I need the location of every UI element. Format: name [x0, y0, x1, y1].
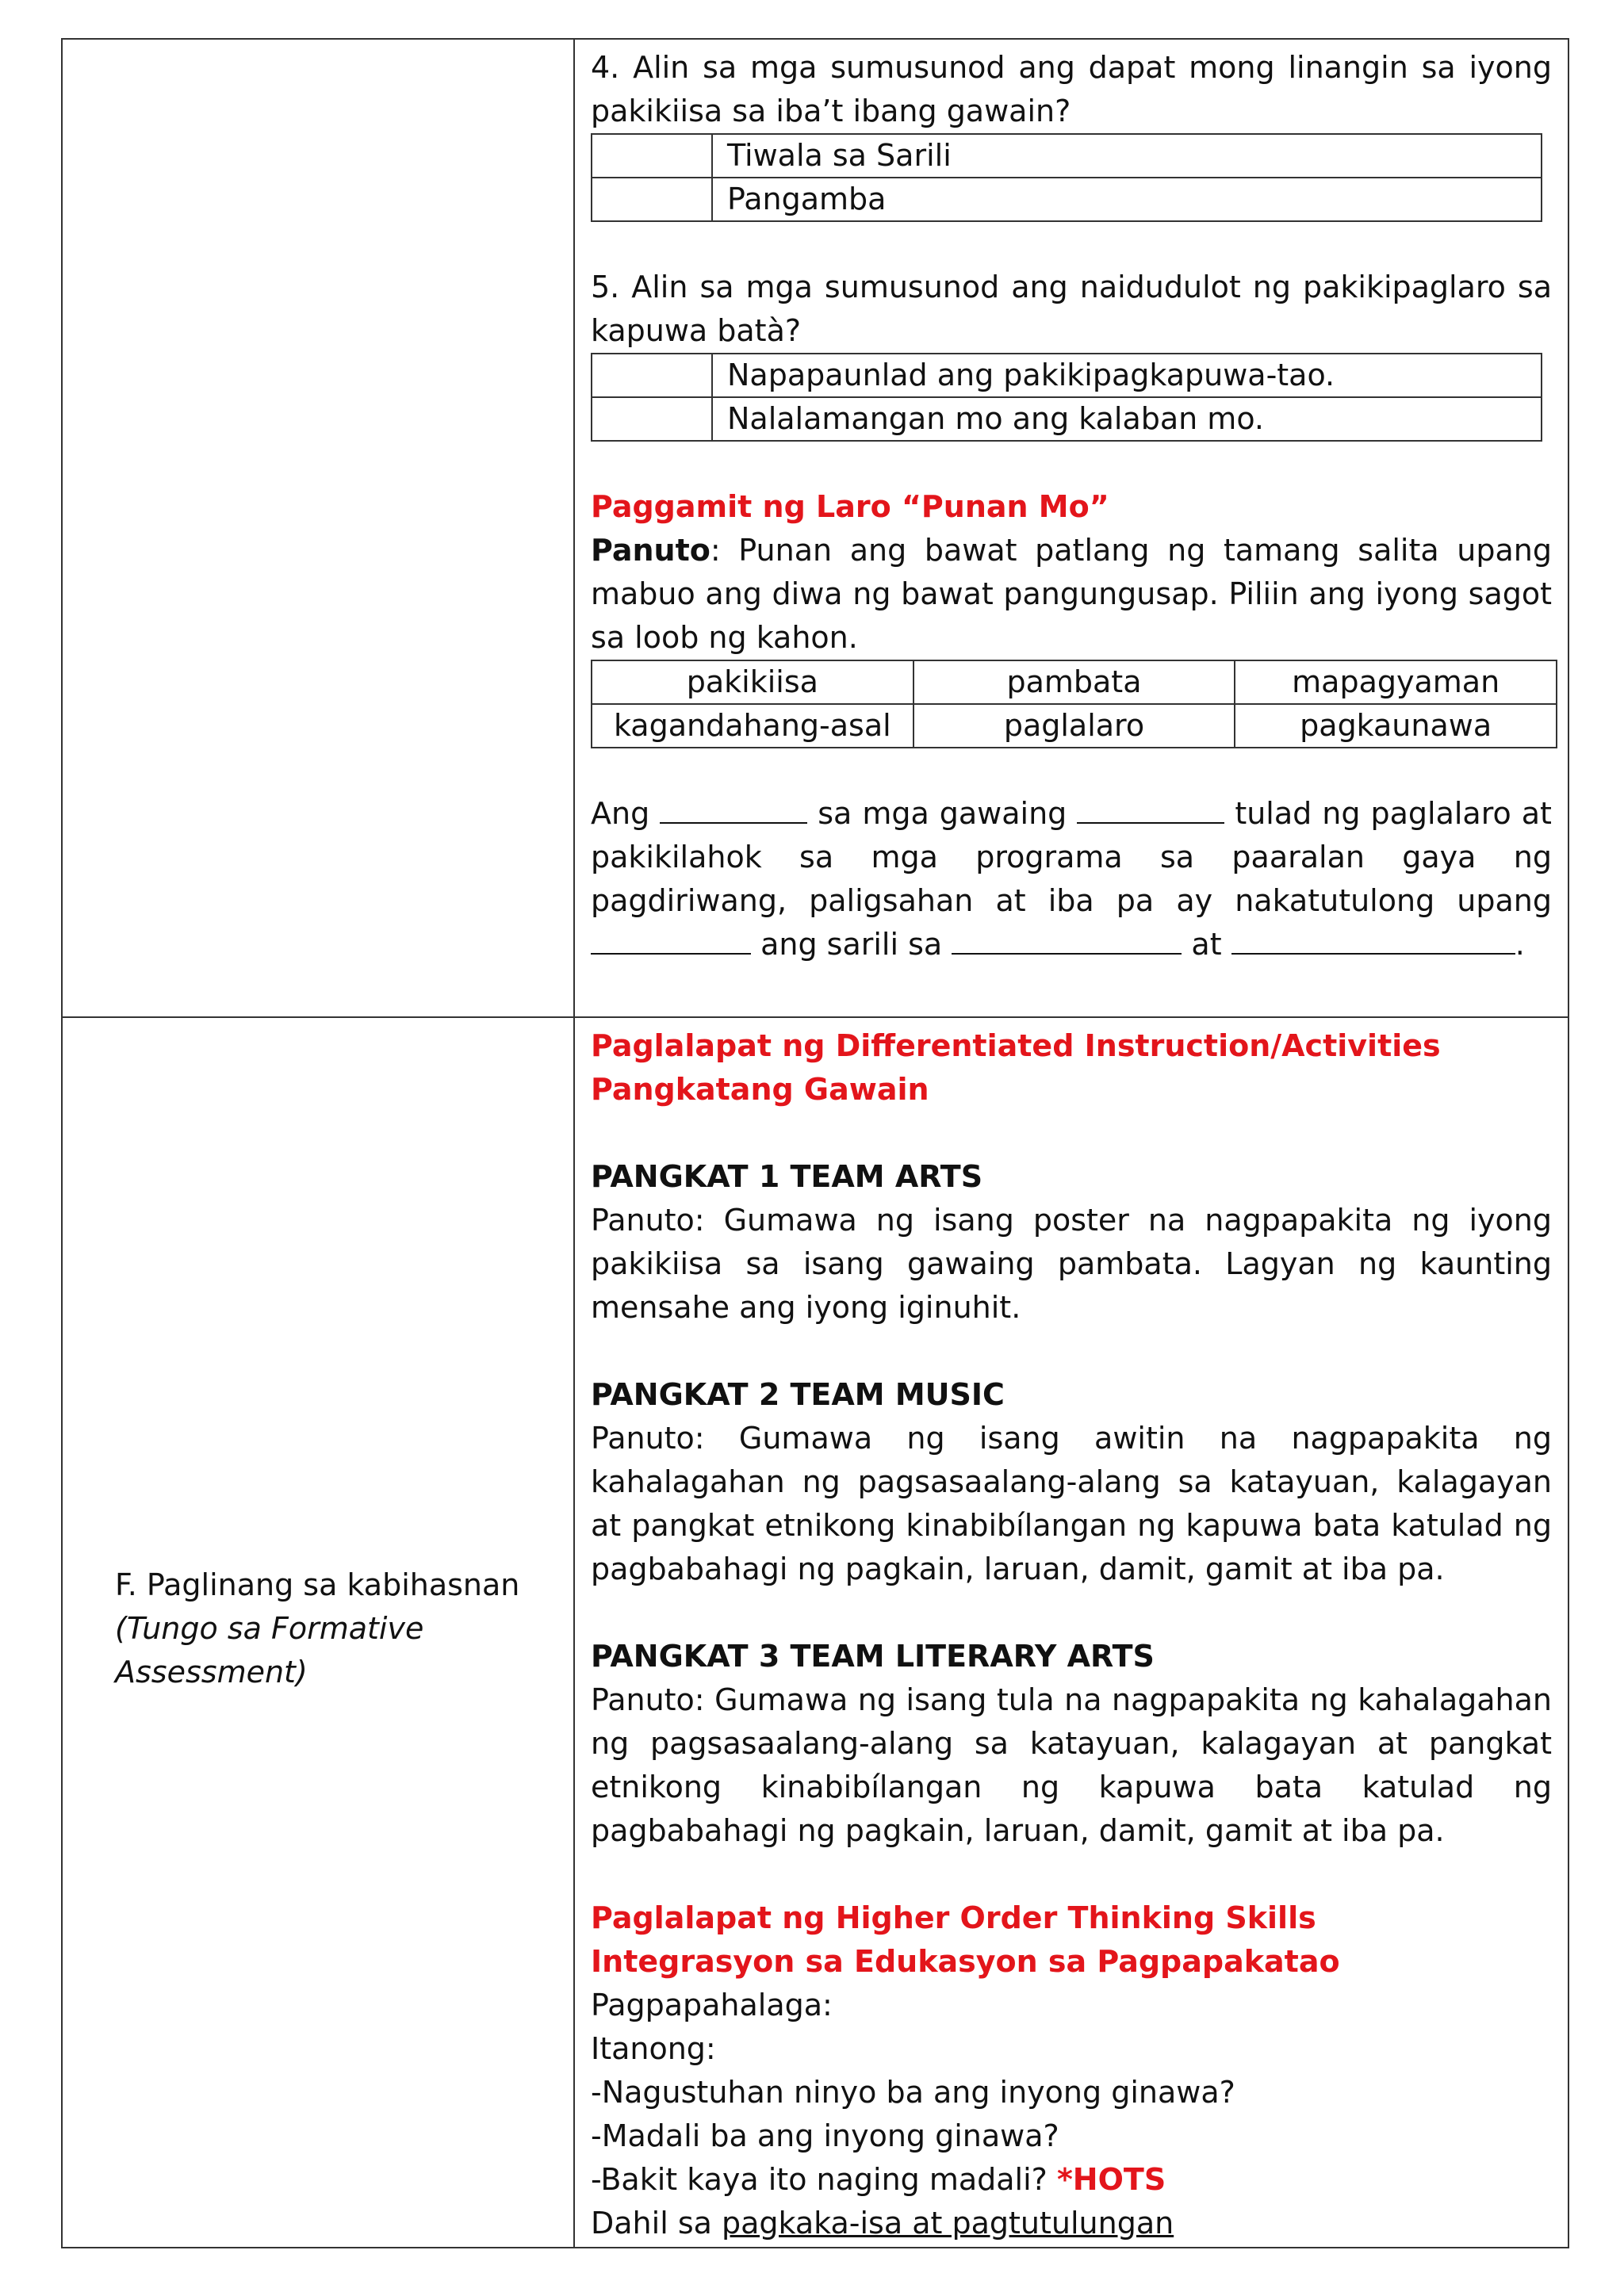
- blank-4[interactable]: [952, 926, 1182, 955]
- word-cell: kagandahang-asal: [592, 704, 914, 748]
- options-table-q4: [591, 133, 1542, 222]
- right-cell-activities: [574, 1017, 1568, 2248]
- word-cell: pambata: [914, 660, 1235, 704]
- game-instruction: [591, 529, 1552, 660]
- fill-in-sentence: [591, 792, 1552, 966]
- answer-box[interactable]: [592, 397, 712, 441]
- sentence-part: tulad ng paglalaro at pakikilahok sa mga programa sa paaralan gaya ng pagdiriwang, paligsahan at iba pa ay nakatutulong upang: [591, 796, 1552, 918]
- group-2-title: PANGKAT 2 TEAM MUSIC: [591, 1377, 1005, 1412]
- hots-question-1: -Nagustuhan ninyo ba ang inyong ginawa?: [591, 2075, 1235, 2110]
- di-heading: Paglalapat ng Differentiated Instruction/Activities: [591, 1028, 1441, 1063]
- option-label: Tiwala sa Sarili: [712, 134, 1542, 178]
- blank-3[interactable]: [591, 926, 751, 955]
- question-5: 5. Alin sa mga sumusunod ang naidudulot ng pakikipaglaro sa kapuwa batà?: [591, 270, 1552, 348]
- hots-question-3: [591, 2158, 1552, 2202]
- option-label: Pangamba: [712, 178, 1542, 221]
- option-row: [592, 178, 1542, 221]
- panuto-label: Panuto: [591, 533, 710, 568]
- option-row: [592, 397, 1542, 441]
- game-heading: Paggamit ng Laro “Punan Mo”: [591, 489, 1109, 524]
- hots-question-3-text: -Bakit kaya ito naging madali?: [591, 2162, 1057, 2197]
- right-cell-assessment: [574, 39, 1568, 1017]
- hots-tag: *HOTS: [1056, 2162, 1166, 2197]
- word-bank-table: [591, 660, 1557, 748]
- answer-box[interactable]: [592, 178, 712, 221]
- group-1-title: PANGKAT 1 TEAM ARTS: [591, 1159, 983, 1194]
- sentence-part: ang sarili sa: [760, 927, 943, 962]
- di-subheading: Pangkatang Gawain: [591, 1072, 929, 1107]
- question-4: 4. Alin sa mga sumusunod ang dapat mong linangin sa iyong pakikiisa sa iba’t ibang gawain?: [591, 50, 1552, 128]
- panuto-text: : Punan ang bawat patlang ng tamang salita upang mabuo ang diwa ng bawat pangungusap. Piliin ang iyong sagot sa loob ng kahon.: [591, 533, 1552, 655]
- hots-subheading: Integrasyon sa Edukasyon sa Pagpapakatao: [591, 1944, 1340, 1979]
- group-2-text: Panuto: Gumawa ng isang awitin na nagpapakita ng kahalagahan ng pagsasaalang-alang sa katayuan, kalagayan at pangkat etnikong kinabibílangan ng kapuwa bata katulad ng pagbabahagi ng pagkain, laruan, damit, gamit at iba pa.: [591, 1421, 1552, 1586]
- hots-heading: Paglalapat ng Higher Order Thinking Skills: [591, 1900, 1316, 1935]
- word-row: [592, 704, 1557, 748]
- option-label: Nalalamangan mo ang kalaban mo.: [712, 397, 1542, 441]
- left-cell-empty: [62, 39, 574, 1017]
- group-1-text: Panuto: Gumawa ng isang poster na nagpapakita ng iyong pakikiisa sa isang gawaing pambata. Lagyan ng kaunting mensahe ang iyong iginuhit.: [591, 1203, 1552, 1325]
- option-row: [592, 354, 1542, 397]
- answer-underlined: pagkaka-isa at pagtutulungan: [722, 2206, 1174, 2241]
- left-cell-section-f: [62, 1017, 574, 2248]
- lesson-plan-table: [61, 38, 1569, 2248]
- section-f-label: [115, 1563, 519, 1694]
- option-row: [592, 134, 1542, 178]
- pagpapahalaga-label: Pagpapahalaga:: [591, 1988, 833, 2022]
- word-cell: mapagyaman: [1235, 660, 1557, 704]
- option-label: Napapaunlad ang pakikipagkapuwa-tao.: [712, 354, 1542, 397]
- answer-box[interactable]: [592, 134, 712, 178]
- sentence-part: sa mga gawaing: [818, 796, 1067, 831]
- word-cell: paglalaro: [914, 704, 1235, 748]
- blank-5[interactable]: [1231, 926, 1515, 955]
- group-3-text: Panuto: Gumawa ng isang tula na nagpapakita ng kahalagahan ng pagsasaalang-alang sa katayuan, kalagayan at pangkat etnikong kinabibílangan ng kapuwa bata katulad ng pagbabahagi ng pagkain, laruan, damit, gamit at iba pa.: [591, 1682, 1552, 1848]
- word-cell: pakikiisa: [592, 660, 914, 704]
- section-f-subtitle: (Tungo sa Formative Assessment): [115, 1611, 424, 1689]
- table-row: [62, 1017, 1568, 2248]
- blank-1[interactable]: [660, 795, 807, 824]
- sentence-part: at: [1191, 927, 1222, 962]
- answer-box[interactable]: [592, 354, 712, 397]
- hots-answer: [591, 2202, 1552, 2245]
- answer-prefix: Dahil sa: [591, 2206, 722, 2241]
- section-f-title: F. Paglinang sa kabihasnan: [115, 1567, 520, 1602]
- blank-2[interactable]: [1077, 795, 1224, 824]
- itanong-label: Itanong:: [591, 2031, 716, 2066]
- group-3-title: PANGKAT 3 TEAM LITERARY ARTS: [591, 1639, 1155, 1674]
- word-row: [592, 660, 1557, 704]
- options-table-q5: [591, 353, 1542, 442]
- sentence-part: Ang: [591, 796, 650, 831]
- hots-question-2: -Madali ba ang inyong ginawa?: [591, 2118, 1059, 2153]
- table-row: [62, 39, 1568, 1017]
- word-cell: pagkaunawa: [1235, 704, 1557, 748]
- sentence-part: .: [1515, 927, 1525, 962]
